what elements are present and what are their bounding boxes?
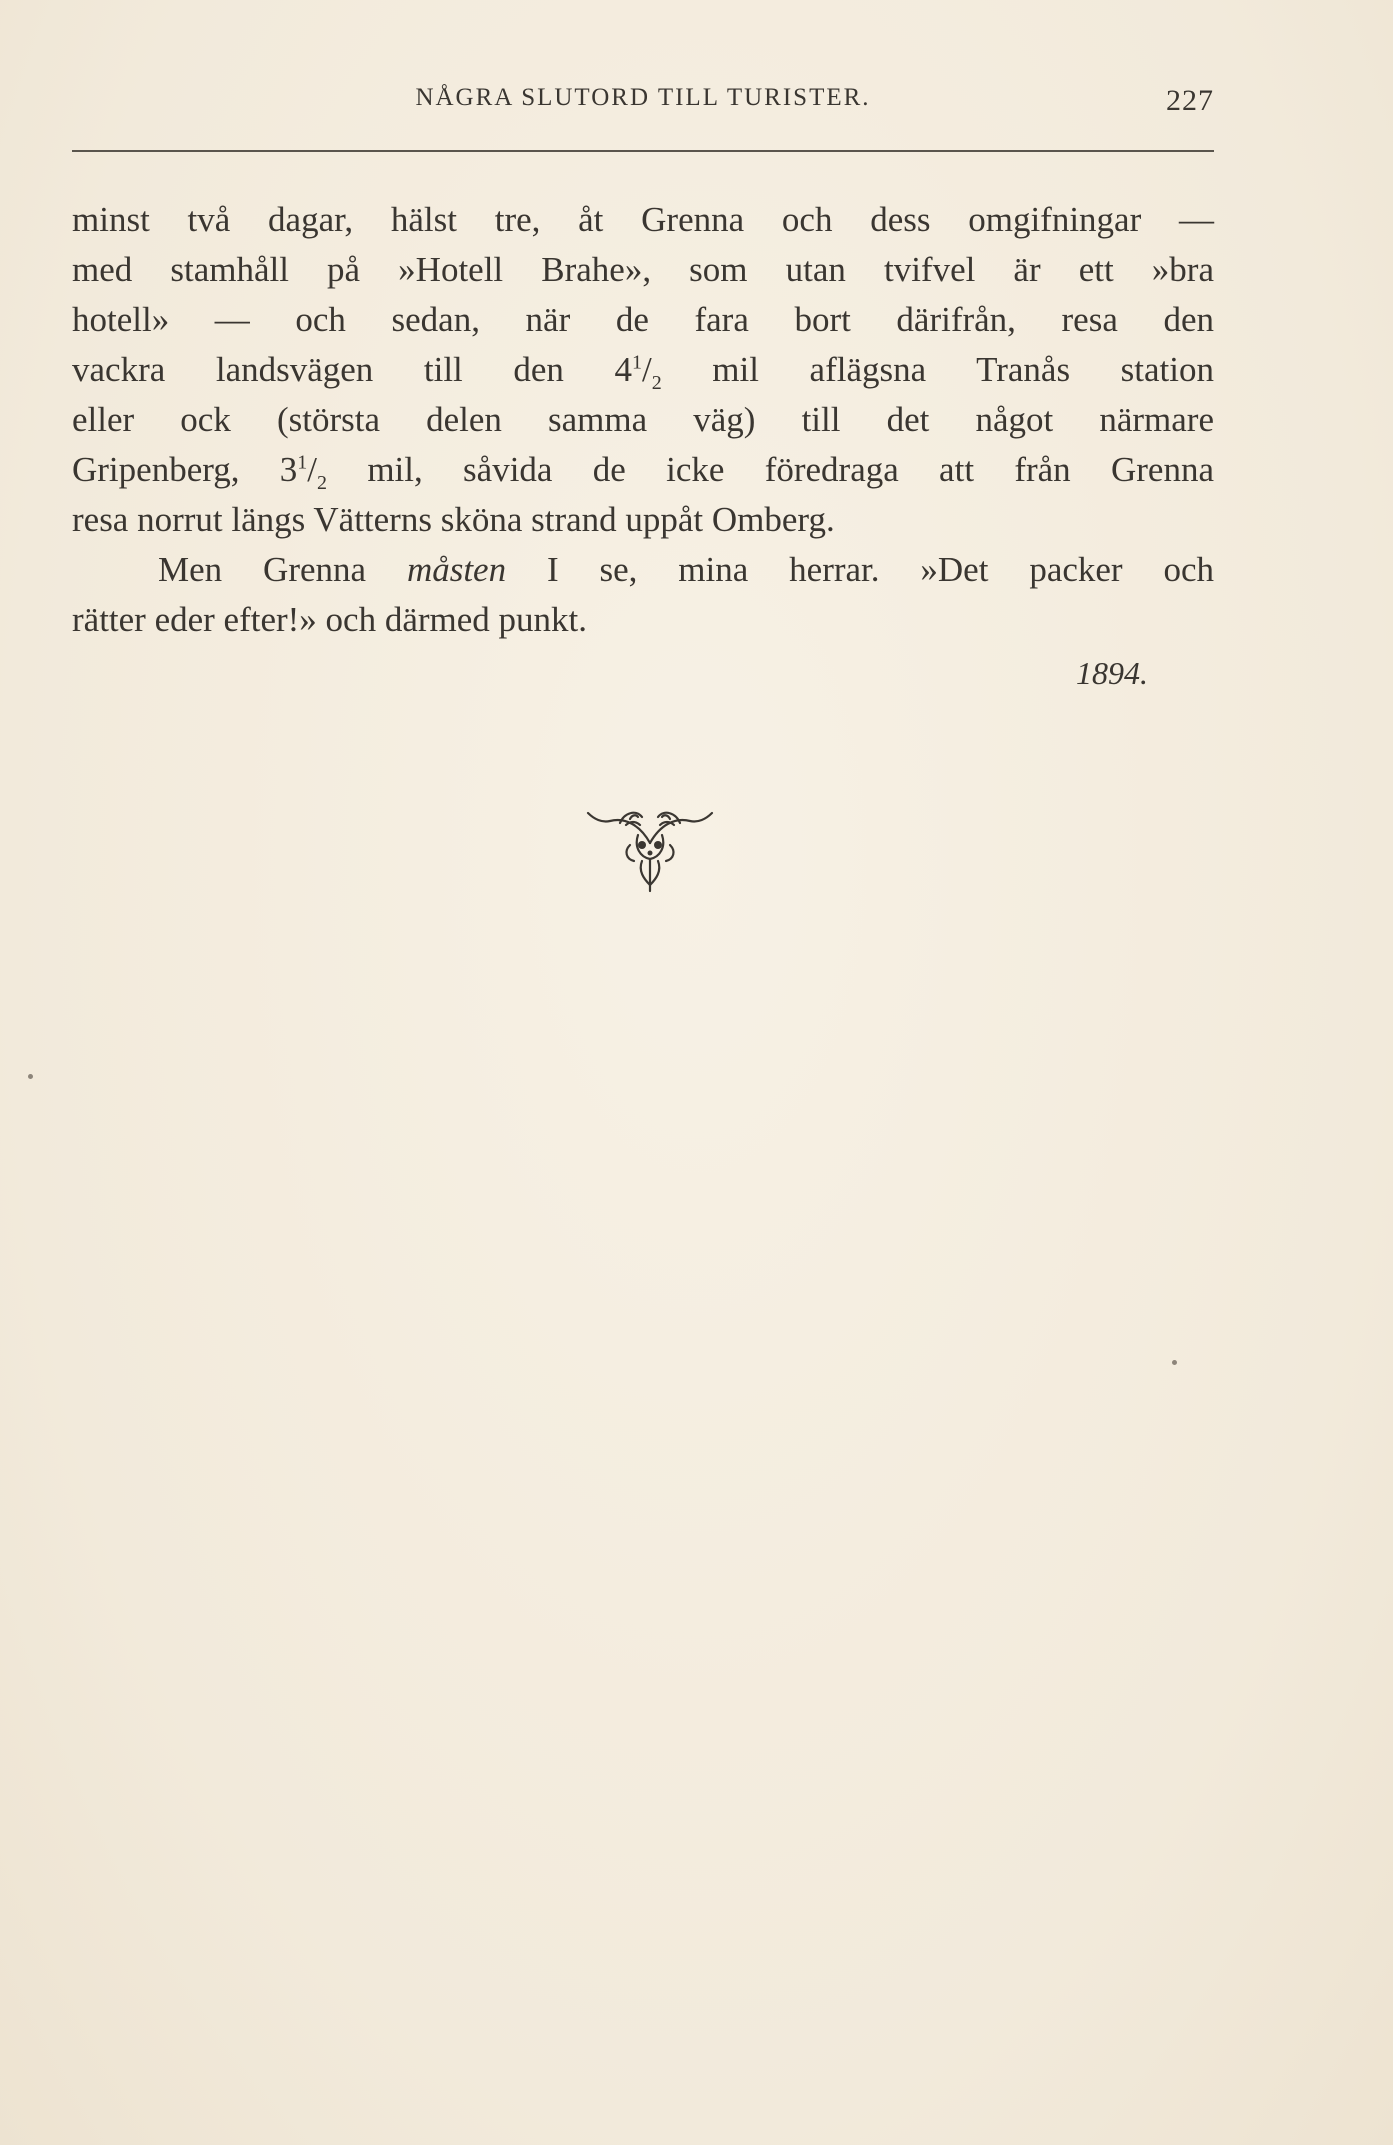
body-text — [72, 195, 1214, 645]
page-header — [72, 84, 1214, 134]
text-line: Men Grenna måsten I se, mina herrar. »Det packer och — [158, 550, 1215, 589]
text-line: hotell» — och sedan, när de fara bort därifrån, resa den — [72, 300, 1214, 339]
text-line: med stamhåll på »Hotell Brahe», som utan tvifvel är ett »bra — [72, 250, 1214, 289]
paper-speck — [1172, 1360, 1177, 1365]
floral-tailpiece-icon — [580, 795, 720, 895]
italic-word: måsten — [406, 550, 507, 589]
page-number: 227 — [1166, 84, 1214, 117]
text-line: minst två dagar, hälst tre, åt Grenna och dess omgifningar — — [72, 200, 1214, 239]
date-signature: 1894. — [1076, 655, 1148, 691]
text-line: vackra landsvägen till den $4^1/_2$ mil aflägsna Tranås station — [72, 350, 1214, 394]
text-line: resa norrut längs Vätterns sköna strand uppåt Omberg. — [72, 500, 835, 539]
text-line: eller ock (största delen samma väg) till det något närmare — [72, 400, 1214, 439]
paper-speck — [28, 1074, 33, 1079]
text-line: rätter eder efter!» och därmed punkt. — [72, 600, 588, 639]
header-rule — [72, 150, 1214, 152]
running-title: NÅGRA SLUTORD TILL TURISTER. — [415, 84, 871, 111]
text-line: Gripenberg, $3^1/_2$ mil, såvida de icke föredraga att från Grenna — [72, 450, 1214, 494]
